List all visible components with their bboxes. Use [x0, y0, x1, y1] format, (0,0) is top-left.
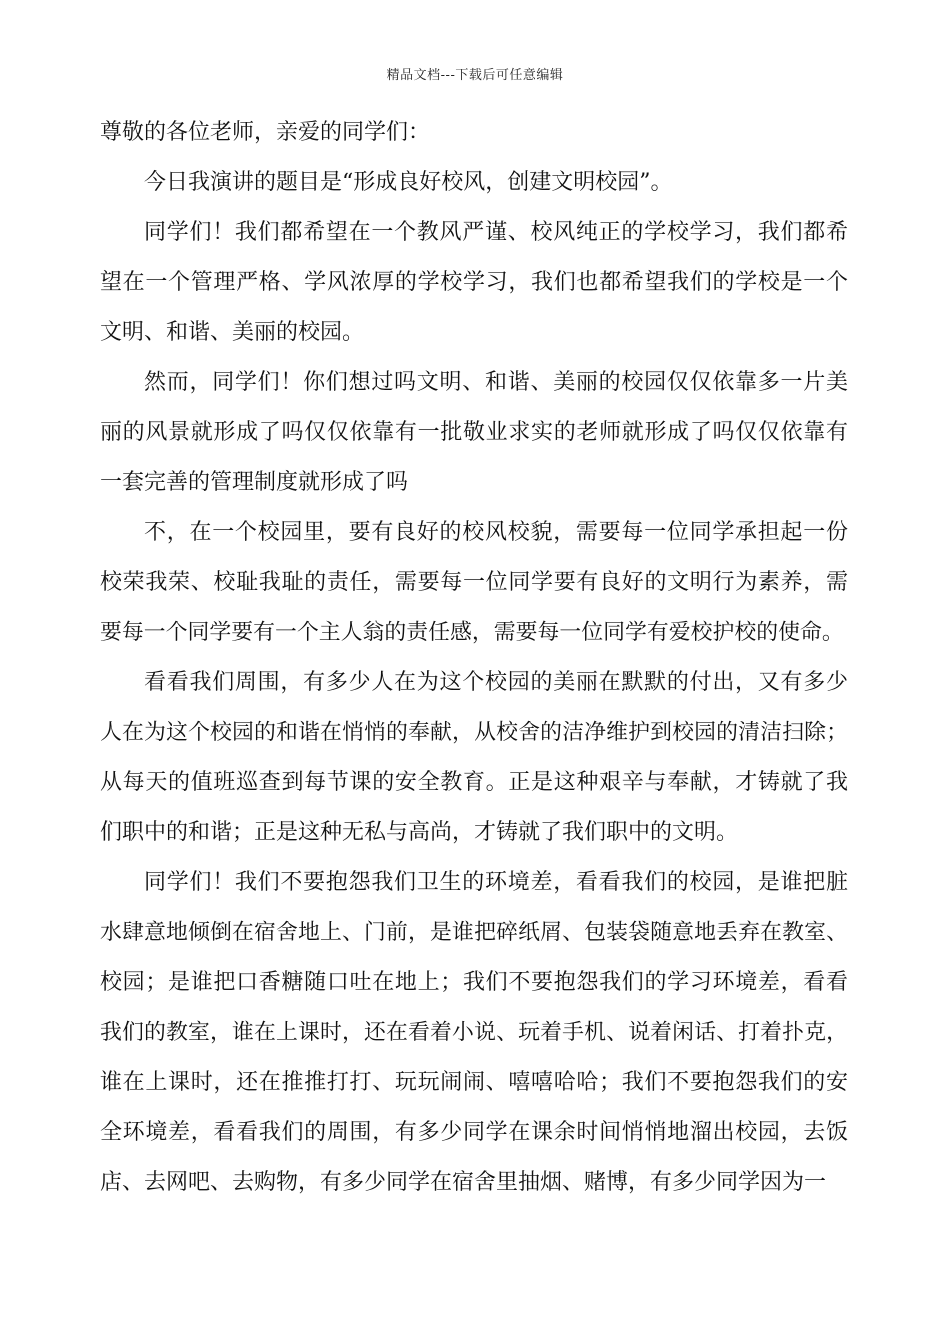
paragraph-line: 文明、和谐、美丽的校园。: [100, 320, 365, 345]
paragraph-line: 全环境差，看看我们的周围，有多少同学在课余时间悄悄地溜出校园，去饭: [100, 1120, 848, 1145]
paragraph-line: 看看我们周围，有多少人在为这个校园的美丽在默默的付出，又有多少: [144, 670, 848, 695]
paragraph: [100, 158, 848, 208]
paragraph-line: 人在为这个校园的和谐在悄悄的奉献，从校舍的洁净维护到校园的清洁扫除；: [100, 720, 848, 745]
paragraph: [100, 108, 848, 158]
document-body: [100, 108, 848, 1208]
paragraph-line: 校荣我荣、校耻我耻的责任，需要每一位同学要有良好的文明行为素养，需: [100, 570, 848, 595]
paragraph-line: 们职中的和谐；正是这种无私与高尚，才铸就了我们职中的文明。: [100, 820, 739, 845]
paragraph-line: 然而，同学们！你们想过吗文明、和谐、美丽的校园仅仅依靠多一片美: [144, 370, 848, 395]
paragraph-line: 尊敬的各位老师，亲爱的同学们：: [100, 120, 431, 145]
paragraph-line: 校园；是谁把口香糖随口吐在地上；我们不要抱怨我们的学习环境差，看看: [100, 970, 848, 995]
paragraph: [100, 358, 848, 508]
paragraph-line: 谁在上课时，还在推推打打、玩玩闹闹、嘻嘻哈哈；我们不要抱怨我们的安: [100, 1070, 848, 1095]
paragraph-line: 一套完善的管理制度就形成了吗: [100, 470, 409, 495]
page-header: 精品文档---下载后可任意编辑: [386, 68, 564, 83]
paragraph-line: 今日我演讲的题目是“形成良好校风，创建文明校园”。: [144, 170, 673, 195]
paragraph: [100, 858, 848, 1208]
paragraph: [100, 508, 848, 658]
paragraph: [100, 208, 848, 358]
paragraph-line: 水肆意地倾倒在宿舍地上、门前，是谁把碎纸屑、包装袋随意地丢弃在教室、: [100, 920, 848, 945]
paragraph-line: 丽的风景就形成了吗仅仅依靠有一批敬业求实的老师就形成了吗仅仅依靠有: [100, 420, 848, 445]
paragraph-line: 不，在一个校园里，要有良好的校风校貌，需要每一位同学承担起一份: [144, 520, 848, 545]
paragraph-line: 同学们！我们不要抱怨我们卫生的环境差，看看我们的校园，是谁把脏: [144, 870, 848, 895]
paragraph-line: 从每天的值班巡查到每节课的安全教育。正是这种艰辛与奉献，才铸就了我: [100, 770, 848, 795]
paragraph-line: 望在一个管理严格、学风浓厚的学校学习，我们也都希望我们的学校是一个: [100, 270, 848, 295]
paragraph-line: 同学们！我们都希望在一个教风严谨、校风纯正的学校学习，我们都希: [144, 220, 848, 245]
paragraph-line: 我们的教室，谁在上课时，还在看着小说、玩着手机、说着闲话、打着扑克，: [100, 1020, 848, 1045]
paragraph-line: 店、去网吧、去购物，有多少同学在宿舍里抽烟、赌博，有多少同学因为一: [100, 1170, 827, 1195]
paragraph-line: 要每一个同学要有一个主人翁的责任感，需要每一位同学有爱校护校的使命。: [100, 620, 844, 645]
paragraph: [100, 658, 848, 858]
